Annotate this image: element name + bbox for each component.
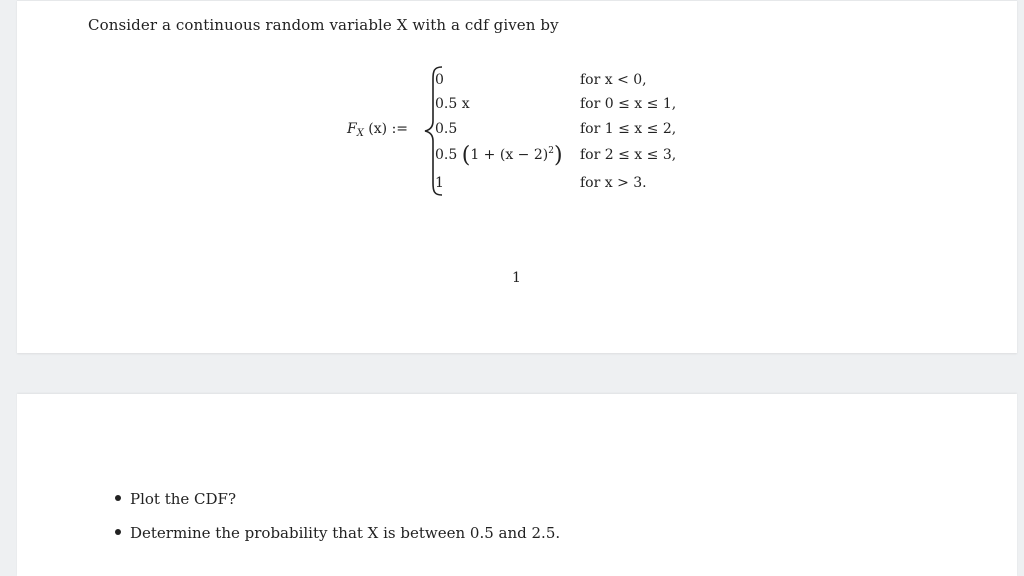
case-expr-4-prefix: 0.5 [435, 147, 458, 163]
case-expr-3: 0.5 [435, 121, 458, 137]
cdf-function-symbol: F [347, 121, 357, 137]
document-page-2 [17, 394, 1017, 576]
bullet-icon [115, 495, 121, 501]
page-number: 1 [512, 270, 521, 286]
document-page-1 [17, 0, 1017, 353]
cdf-lhs [347, 121, 408, 139]
cdf-subscript: X [356, 128, 364, 139]
close-paren: ) [553, 143, 563, 168]
list-item [115, 490, 236, 508]
case-expr-1: 0 [435, 72, 444, 88]
case-cond-4: for 2 ≤ x ≤ 3, [580, 147, 677, 163]
list-item [115, 524, 560, 542]
cdf-argument: (x) := [368, 121, 409, 137]
case-expr-4 [435, 143, 563, 168]
case-cond-5: for x > 3. [580, 175, 647, 191]
case-expr-2: 0.5 x [435, 96, 470, 112]
list-item-text: Determine the probability that X is between 0.5 and 2.5. [130, 524, 561, 542]
case-expr-4-exponent: 2 [548, 146, 554, 156]
case-cond-2: for 0 ≤ x ≤ 1, [580, 96, 677, 112]
case-cond-1: for x < 0, [580, 72, 647, 88]
bullet-icon [115, 529, 121, 535]
open-paren: ( [461, 143, 471, 168]
list-item-text: Plot the CDF? [130, 490, 237, 508]
case-expr-5: 1 [435, 175, 444, 191]
intro-text: Consider a continuous random variable X with a cdf given by [88, 16, 559, 34]
case-expr-4-inner: 1 + (x − 2) [470, 147, 549, 163]
case-cond-3: for 1 ≤ x ≤ 2, [580, 121, 677, 137]
